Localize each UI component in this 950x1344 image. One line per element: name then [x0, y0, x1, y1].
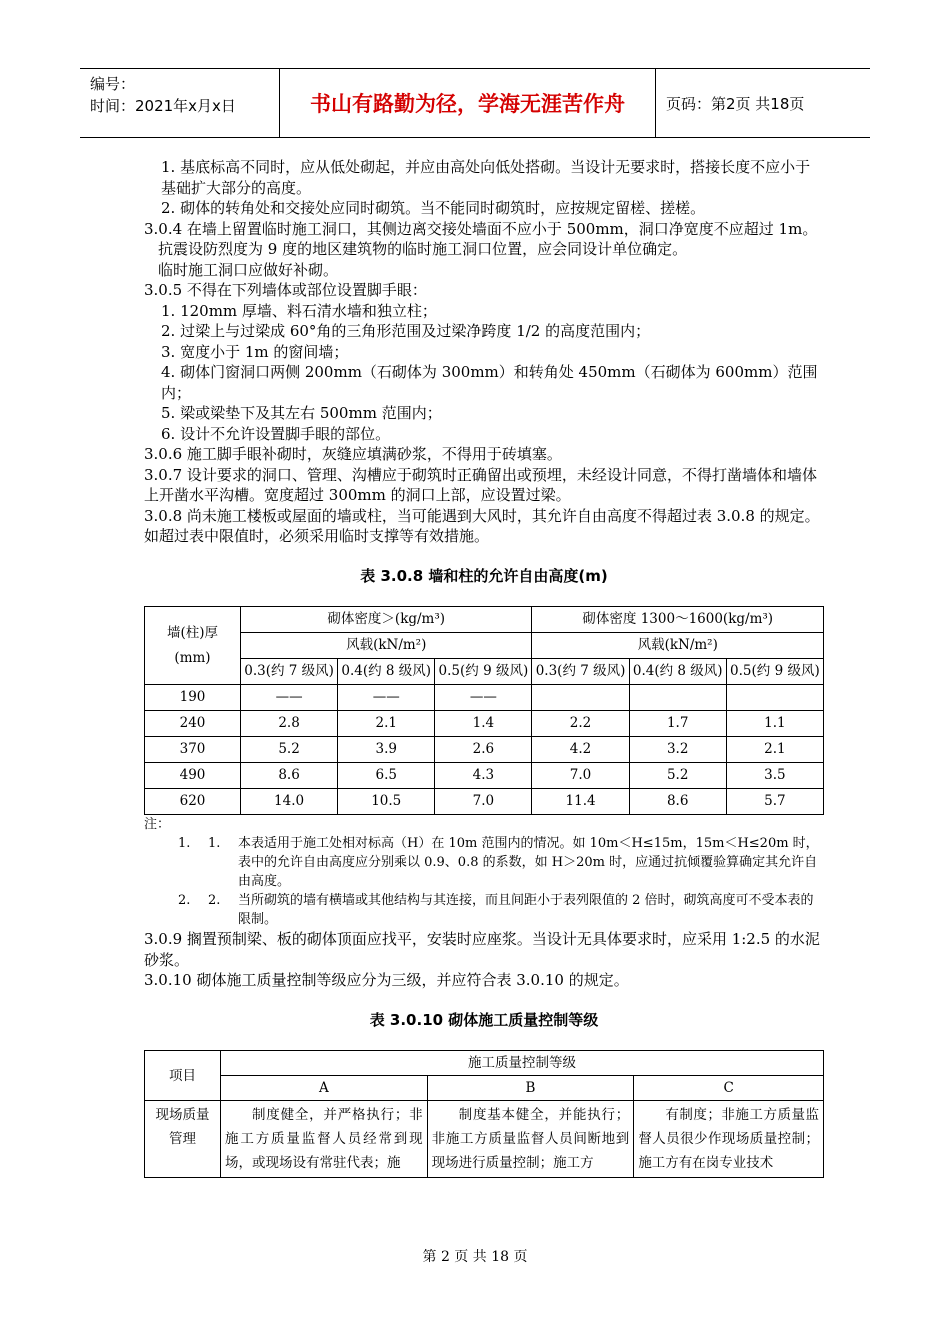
- quality-level-table: [144, 1050, 824, 1178]
- paragraph: 6. 设计不允许设置脚手眼的部位。: [161, 424, 391, 443]
- table1-wind-label: 风载(kN/m²): [241, 633, 532, 659]
- table1-wind-col: 0.5(约 9 级风): [726, 659, 823, 685]
- paragraph: 3.0.9 搁置预制梁、板的砌体顶面应找平，安装时应座浆。当设计无具体要求时，应采用 1:2.5 的水泥砂浆。: [144, 930, 820, 969]
- paragraph: 5. 梁或梁垫下及其左右 500mm 范围内；: [161, 404, 442, 422]
- note-item: [144, 891, 824, 929]
- paragraph: 临时施工洞口应做好补砌。: [158, 260, 339, 279]
- table2-group-header: 施工质量控制等级: [221, 1051, 824, 1076]
- table1-wind-col: 0.3(约 7 级风): [241, 659, 338, 685]
- table1-wind-col: 0.5(约 9 级风): [435, 659, 532, 685]
- table1-wind-col: 0.4(约 8 级风): [338, 659, 435, 685]
- table1-value-cell: 3.5: [726, 763, 823, 789]
- table1-wind-col: 0.3(约 7 级风): [532, 659, 629, 685]
- paragraph: 2. 砌体的转角处和交接处应同时砌筑。当不能同时砌筑时，应按规定留槎、搓槎。: [161, 199, 706, 217]
- table1-value-cell: 4.3: [435, 763, 532, 789]
- table1-value-cell: 5.7: [726, 789, 823, 815]
- paragraph: 抗震设防烈度为 9 度的地区建筑物的临时施工洞口位置，应会同设计单位确定。: [158, 240, 688, 258]
- header-time: 时间：2021年x月x日: [90, 97, 236, 115]
- table1-value-cell: 2.8: [241, 711, 338, 737]
- table1-row-header: 墙(柱)厚 (mm): [145, 607, 241, 685]
- table1-thickness-cell: 240: [145, 711, 241, 737]
- table1-row: [145, 737, 824, 763]
- table1-value-cell: ——: [241, 685, 338, 711]
- table1-thickness-cell: 190: [145, 685, 241, 711]
- table1-thickness-cell: 620: [145, 789, 241, 815]
- table1-value-cell: 7.0: [435, 789, 532, 815]
- table1-value-cell: 6.5: [338, 763, 435, 789]
- paragraph: 1. 基底标高不同时，应从低处砌起，并应由高处向低处搭砌。当设计无要求时，搭接长度不应小于基础扩大部分的高度。: [161, 158, 811, 197]
- table1-caption: 表 3.0.8 墙和柱的允许自由高度(m): [360, 566, 608, 585]
- table1-row: [145, 789, 824, 815]
- paragraph: 1. 120mm 厚墙、料石清水墙和独立柱；: [161, 301, 437, 320]
- table1-value-cell: [629, 685, 726, 711]
- table1-value-cell: 1.7: [629, 711, 726, 737]
- table1-value-cell: [532, 685, 629, 711]
- table1-wind-label: 风载(kN/m²): [532, 633, 824, 659]
- page-footer: 第 2 页 共 18 页: [422, 1249, 528, 1265]
- paragraph: 4. 砌体门窗洞口两侧 200mm（石砌体为 300mm）和转角处 450mm（石砌体为 600mm）范围内；: [161, 363, 818, 402]
- table1-value-cell: 2.6: [435, 737, 532, 763]
- table1-value-cell: 10.5: [338, 789, 435, 815]
- paragraph: 3.0.6 施工脚手眼补砌时，灰缝应填满砂浆，不得用于砖填塞。: [144, 445, 562, 463]
- notes-label: 注：: [144, 817, 171, 832]
- table2-level: C: [634, 1076, 824, 1101]
- table1-value-cell: 3.9: [338, 737, 435, 763]
- note-number: 2.: [178, 893, 191, 908]
- table1-wind-col: 0.4(约 8 级风): [629, 659, 726, 685]
- table1-value-cell: ——: [435, 685, 532, 711]
- table1-value-cell: ——: [338, 685, 435, 711]
- table1-row: [145, 763, 824, 789]
- header-meta: [80, 69, 280, 137]
- table2-cell: 制度基本健全，并能执行；非施工方质量监督人员间断地到现场进行质量控制；施工方: [427, 1101, 634, 1178]
- table1-value-cell: 1.1: [726, 711, 823, 737]
- paragraph: 3.0.8 尚未施工楼板或屋面的墙或柱，当可能遇到大风时，其允许自由高度不得超过表 3.0.8 的规定。如超过表中限值时，必须采用临时支撑等有效措施。: [144, 506, 820, 545]
- table1-value-cell: 4.2: [532, 737, 629, 763]
- table1-thickness-cell: 490: [145, 763, 241, 789]
- table1-value-cell: 7.0: [532, 763, 629, 789]
- document-body: [144, 157, 824, 1178]
- page-header: [80, 68, 870, 138]
- paragraph: 3.0.7 设计要求的洞口、管理、沟槽应于砌筑时正确留出或预埋，未经设计同意，不得打凿墙体和墙体上开凿水平沟槽。宽度超过 300mm 的洞口上部，应设置过梁。: [144, 465, 817, 504]
- table2-cell: 制度健全，并严格执行；非施工方质量监督人员经常到现场，或现场设有常驻代表；施: [221, 1101, 428, 1178]
- table2-row-label: 现场质量管理: [145, 1101, 221, 1178]
- table1-value-cell: 2.2: [532, 711, 629, 737]
- table1-row: [145, 685, 824, 711]
- paragraph: 3.0.4 在墙上留置临时施工洞口，其侧边离交接处墙面不应小于 500mm，洞口净宽度不应超过 1m。: [144, 219, 818, 238]
- table1-group-b: 砌体密度 1300～1600(kg/m³): [532, 607, 824, 633]
- paragraph: 3.0.5 不得在下列墙体或部位设置脚手眼：: [144, 281, 427, 299]
- table1-group-a: 砌体密度＞(kg/m³): [241, 607, 532, 633]
- table2-level: A: [221, 1076, 428, 1101]
- table1-value-cell: 2.1: [338, 711, 435, 737]
- table1-value-cell: 3.2: [629, 737, 726, 763]
- paragraph: 2. 过梁上与过梁成 60°角的三角形范围及过梁净跨度 1/2 的高度范围内；: [161, 322, 651, 340]
- header-page-info: 页码：第2页 共18页: [666, 94, 805, 113]
- note-number: 2.: [208, 893, 221, 908]
- table1-value-cell: 14.0: [241, 789, 338, 815]
- table2-item-header: 项目: [145, 1051, 221, 1101]
- table1-value-cell: 8.6: [241, 763, 338, 789]
- table1-value-cell: [726, 685, 823, 711]
- table1-row: [145, 711, 824, 737]
- paragraph: 3.0.10 砌体施工质量控制等级应分为三级，并应符合表 3.0.10 的规定。: [144, 971, 629, 989]
- table1-notes: [144, 815, 824, 929]
- wall-height-table: [144, 606, 824, 815]
- table1-value-cell: 2.1: [726, 737, 823, 763]
- note-number: 1.: [178, 836, 191, 851]
- table1-value-cell: 1.4: [435, 711, 532, 737]
- table1-value-cell: 5.2: [629, 763, 726, 789]
- header-number: 编号：: [90, 75, 136, 93]
- note-text: 本表适用于施工处相对标高（H）在 10m 范围内的情况。如 10m＜H≤15m，15m＜H≤20m 时，表中的允许自由高度应分别乘以 0.9、0.8 的系数，如 H＞20m 时，应通过抗倾覆验算确定其允许自由高度。: [238, 836, 819, 889]
- paragraph: 3. 宽度小于 1m 的窗间墙；: [161, 342, 349, 361]
- table2-cell: 有制度；非施工方质量监督人员很少作现场质量控制；施工方有在岗专业技术: [634, 1101, 824, 1178]
- table2-caption: 表 3.0.10 砌体施工质量控制等级: [369, 1010, 599, 1029]
- note-item: [144, 834, 824, 891]
- table1-value-cell: 11.4: [532, 789, 629, 815]
- table2-level: B: [427, 1076, 634, 1101]
- table1-thickness-cell: 370: [145, 737, 241, 763]
- table1-value-cell: 8.6: [629, 789, 726, 815]
- header-motto: 书山有路勤为径，学海无涯苦作舟: [280, 69, 656, 137]
- note-number: 1.: [208, 836, 221, 851]
- note-text: 当所砌筑的墙有横墙或其他结构与其连接，而且间距小于表列限值的 2 倍时，砌筑高度可不受本表的限制。: [238, 893, 814, 927]
- table1-value-cell: 5.2: [241, 737, 338, 763]
